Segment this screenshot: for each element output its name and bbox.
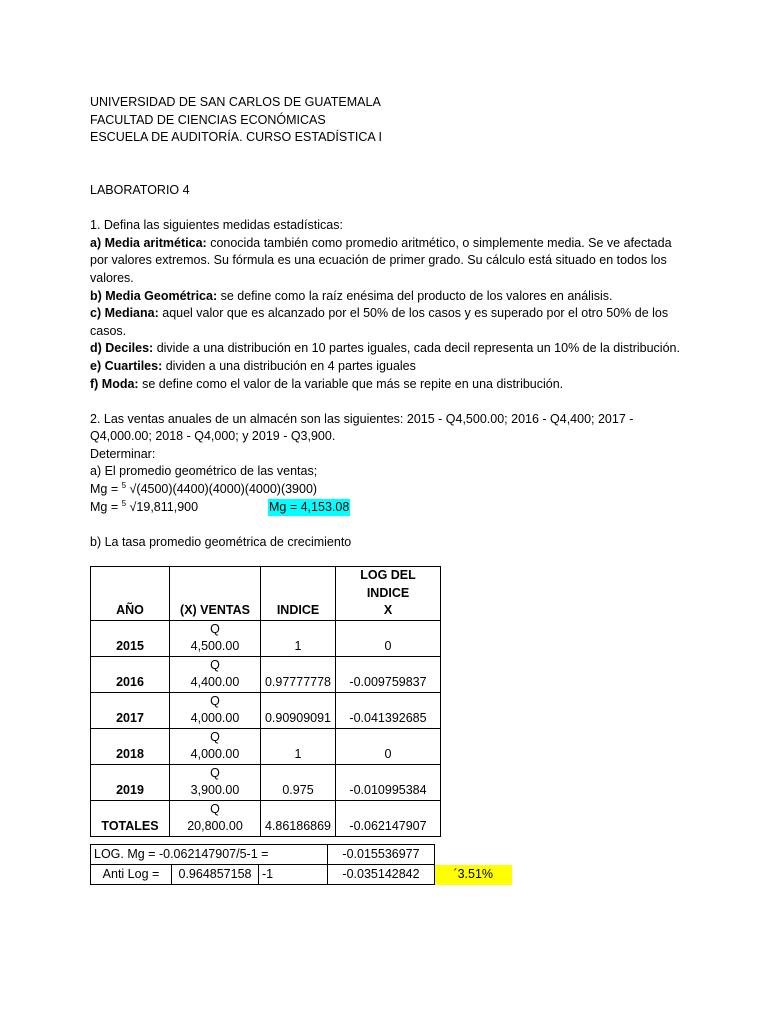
part-a-label: a) El promedio geométrico de las ventas; (90, 464, 318, 479)
table-row: 2018 Q 4,000.00 1 0 (91, 728, 441, 764)
table-row: 2017 Q 4,000.00 0.90909091 -0.041392685 (91, 692, 441, 728)
definition-b (90, 288, 690, 306)
q1-title: 1. Defina las siguientes medidas estadísticas: (90, 218, 343, 233)
header-year: AÑO (91, 567, 170, 621)
lab-title: LABORATORIO 4 (90, 182, 190, 197)
definition-c (90, 305, 690, 340)
antilog-value: 0.964857158 (172, 865, 259, 885)
formula-line-2: Mg = $^5$ √19,811,900 Mg = 4,153.08 (90, 499, 690, 517)
rate-value: -0.035142842 (328, 865, 435, 885)
term-c: c) Mediana: (90, 306, 159, 321)
log-mg-label: LOG. Mg = -0.062147907/5-1 = (91, 845, 328, 865)
term-d: d) Deciles: (90, 341, 154, 356)
sales-table (90, 566, 441, 837)
header-index: INDICE (261, 567, 336, 621)
q2-statement-2: Q4,000.00; 2018 - Q4,000; y 2019 - Q3,900. (90, 429, 336, 444)
mg-result: Mg = 4,153.08 (268, 499, 350, 517)
definition-e (90, 358, 690, 376)
term-b: b) Media Geométrica: (90, 288, 218, 303)
document-body (90, 94, 690, 551)
table-row: 2019 Q 3,900.00 0.975 -0.010995384 (91, 764, 441, 800)
formula-line-1: Mg = $^5$ √(4500)(4400)(4000)(4000)(3900) (90, 481, 318, 497)
antilog-row (91, 865, 512, 885)
minus-one: -1 (259, 865, 328, 885)
table-row: 2016 Q 4,400.00 0.97777778 -0.009759837 (91, 656, 441, 692)
text-c: aquel valor que es alcanzado por el 50% de los casos y es superado por el otro 50% de los casos. (90, 306, 669, 338)
antilog-label: Anti Log = (91, 865, 172, 885)
faculty-name: FACULTAD DE CIENCIAS ECONÓMICAS (90, 112, 326, 127)
antilog-table (90, 844, 512, 885)
definition-f (90, 376, 690, 394)
log-mg-value: -0.015536977 (328, 845, 435, 865)
definition-a (90, 235, 690, 288)
text-d: divide a una distribución en 10 partes iguales, cada decil representa un 10% de la distribución. (153, 341, 680, 356)
term-e: e) Cuartiles: (90, 358, 163, 373)
text-f: se define como el valor de la variable que más se repite en una distribución. (138, 376, 564, 391)
growth-rate-result: ´3.51% (435, 865, 512, 885)
text-a: conocida también como promedio aritmético, o simplemente media. Se ve afectada por valores extremos. Su fórmula es una ecuación de primer grado. Su cálculo está situado en todos los valores. (90, 235, 672, 285)
part-b-label: b) La tasa promedio geométrica de crecimiento (90, 534, 352, 549)
definition-d (90, 340, 690, 358)
header-log: LOG DEL INDICE X (336, 567, 441, 621)
university-name: UNIVERSIDAD DE SAN CARLOS DE GUATEMALA (90, 95, 381, 109)
determinar-label: Determinar: (90, 446, 156, 461)
term-f: f) Moda: (90, 376, 139, 391)
text-b: se define como la raíz enésima del producto de los valores en análisis. (217, 288, 613, 303)
school-name: ESCUELA DE AUDITORÍA. CURSO ESTADÍSTICA I (90, 130, 382, 145)
text-e: dividen a una distribución en 4 partes iguales (162, 358, 416, 373)
table-row: 2015 Q 4,500.00 1 0 (91, 620, 441, 656)
header-sales: (X) VENTAS (170, 567, 261, 621)
term-a: a) Media aritmética: (90, 235, 207, 250)
log-mg-row (91, 845, 512, 865)
table-totals-row: TOTALES Q 20,800.00 4.86186869 -0.062147907 (91, 800, 441, 836)
table-header-row (91, 567, 441, 621)
q2-statement-1: 2. Las ventas anuales de un almacén son las siguientes: 2015 - Q4,500.00; 2016 - Q4,400; 2017 - (90, 411, 634, 426)
